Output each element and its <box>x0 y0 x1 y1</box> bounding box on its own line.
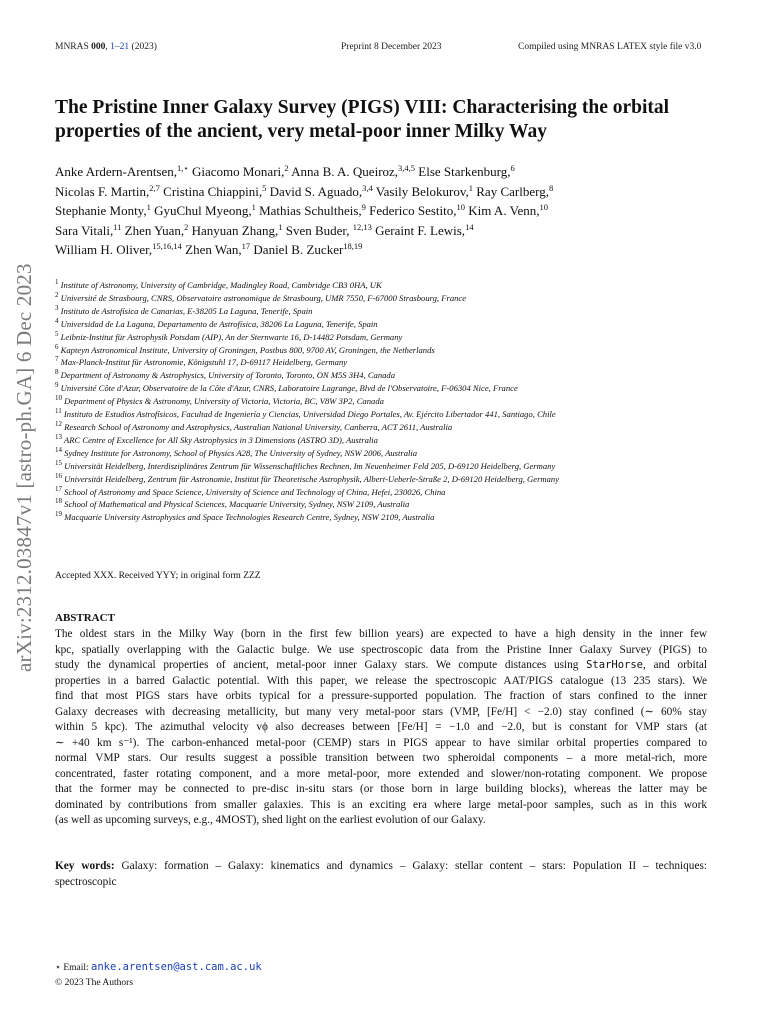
affiliation-number: 12 <box>55 419 62 428</box>
author-affiliation-marker: 15,16,14 <box>152 241 182 251</box>
footnote-marker: ⋆ <box>55 963 61 973</box>
abstract-line <box>55 736 707 752</box>
affiliation-number: 11 <box>55 407 62 416</box>
author-name: Anke Ardern-Arentsen, <box>55 164 178 179</box>
keywords-text-cont: spectroscopic <box>55 875 117 888</box>
author-name: Sara Vitali, <box>55 222 114 238</box>
affiliation-text: Instituto de Estudios Astrofísicos, Facultad de Ingeniería y Ciencias, Universidad Diego Portales, Av. Ejército Libertador 441, Santiago, Chile <box>63 409 556 420</box>
author-affiliation-marker: 2,7 <box>149 182 160 193</box>
abstract-text: within 5 kpc). The azimuthal velocity vϕ also decreases between [Fe/H] = −1.0 and −2.0, but is constant for VMP stars (at <box>55 721 707 733</box>
author-name: Giacomo Monari, <box>188 164 285 179</box>
abstract-text: (as well as upcoming surveys, e.g., 4MOST), shed light on the earliest evolution of our Galaxy. <box>55 814 486 826</box>
author-affiliation-marker: 9 <box>361 202 366 212</box>
affiliation-number: 17 <box>55 484 62 493</box>
author-affiliation-marker: 5 <box>262 182 267 193</box>
abstract-line <box>55 751 707 767</box>
author-name: Stephanie Monty, <box>55 203 147 218</box>
abstract-text: Galaxy decreases with decreasing metallicity, but many very metal-poor stars (VMP, [Fe/H] < −2.0) stay confined (∼ 60% stay <box>55 705 707 718</box>
affiliation-text: Université de Strasbourg, CNRS, Observatoire astronomique de Strasbourg, UMR 7550, F-67000 Strasbourg, France <box>60 292 467 303</box>
affiliation-text: Université Côte d'Azur, Observatoire de la Côte d'Azur, CNRS, Laboratoire Lagrange, Blvd de l'Observatoire, F-06304 Nice, France <box>60 383 518 394</box>
author-name: Vasily Belokurov, <box>372 183 469 199</box>
paper-title <box>55 96 725 144</box>
affiliation-item <box>55 498 755 511</box>
abstract-text: concentrated, faster rotating component, and a more metal-poor, more extended and slower/non-rotating component. We propose <box>55 767 707 780</box>
author-affiliation-marker: 2 <box>184 221 189 232</box>
affiliation-number: 3 <box>55 303 59 312</box>
affiliation-item <box>55 473 755 486</box>
affiliation-item <box>55 511 755 524</box>
author-line <box>55 221 755 241</box>
author-affiliation-marker: 17 <box>241 241 251 251</box>
author-line <box>55 201 755 221</box>
abstract-text: ∼ +40 km s⁻¹). The carbon-enhanced metal-poor (CEMP) stars in PIGS appear to have similar orbital properties compared to <box>55 736 707 749</box>
affiliation-text: Department of Physics & Astronomy, University of Victoria, Victoria, BC, V8W 3P2, Canada <box>64 396 384 407</box>
author-name: Hanyuan Zhang, <box>188 222 279 238</box>
affiliation-number: 6 <box>55 342 59 351</box>
abstract-text: dominated by contributions from smaller galaxies. This is an exciting era where large metal-poor samples, such as in this work <box>55 798 707 811</box>
affiliation-number: 9 <box>55 381 59 390</box>
email-label: Email: <box>60 963 92 973</box>
affiliation-text: School of Astronomy and Space Science, University of Science and Technology of China, Hefei, 230026, China <box>64 486 446 497</box>
affiliation-item <box>55 382 755 395</box>
author-name: Kim A. Venn, <box>465 203 540 218</box>
author-name: Geraint F. Lewis, <box>371 222 466 238</box>
author-affiliation-marker: 1 <box>468 182 474 193</box>
affiliation-item <box>55 395 755 408</box>
author-list <box>55 162 755 260</box>
affiliation-number: 16 <box>55 471 62 480</box>
author-name: GyuChul Myeong, <box>150 203 252 218</box>
abstract-text: find that most PIGS stars have orbits typical for a pressure-supported population. The fraction of stars confined to the inner <box>55 690 707 702</box>
abstract-text: properties in a barred Galactic potential. With this paper, we release the spectroscopic AAT/PIGS catalogue (13 235 stars). We <box>55 674 707 687</box>
affiliation-text: Universität Heidelberg, Interdisziplinäres Zentrum für Wissenschaftliches Rechnen, Im Neuenheimer Feld 205, D-69120 Heidelberg, Germany <box>64 460 556 471</box>
abstract-line <box>55 798 707 814</box>
author-name: Mathias Schultheis, <box>255 203 362 218</box>
author-affiliation-marker: 12,13 <box>352 221 372 232</box>
author-affiliation-marker: 6 <box>510 163 515 173</box>
affiliation-text: Sydney Institute for Astronomy, School of Physics A28, The University of Sydney, NSW 2006, Australia <box>64 447 418 458</box>
affiliation-text: Max-Planck-Institut für Astronomie, Königstuhl 17, D-69117 Heidelberg, Germany <box>60 357 348 368</box>
keywords-label: Key words: <box>55 860 115 872</box>
abstract-text: normal VMP stars. Our results suggest a possible transition between two spheroidal components – a more metal-rich, more <box>55 752 707 764</box>
affiliation-number: 8 <box>55 368 59 377</box>
abstract-body <box>55 627 707 829</box>
abstract-line <box>55 782 707 798</box>
affiliation-item <box>55 279 755 292</box>
author-name: William H. Oliver, <box>55 242 153 257</box>
title-line: properties of the ancient, very metal-poor inner Milky Way <box>55 121 547 142</box>
page-range-link[interactable]: 1–21 <box>110 42 130 52</box>
abstract-line <box>55 674 707 690</box>
author-name: Cristina Chiappini, <box>159 183 263 199</box>
title-line: The Pristine Inner Galaxy Survey (PIGS) VIII: Characterising the orbital <box>55 97 670 118</box>
affiliation-number: 5 <box>55 329 59 338</box>
affiliation-number: 7 <box>55 355 59 364</box>
author-affiliation-marker: 8 <box>548 182 554 193</box>
author-affiliation-marker: 18,19 <box>343 241 363 251</box>
affiliation-text: ARC Centre of Excellence for All Sky Astrophysics in 3 Dimensions (ASTRO 3D), Australia <box>64 434 378 445</box>
compiled-note: Compiled using MNRAS LATEX style file v3.0 <box>518 42 702 52</box>
affiliation-number: 19 <box>55 510 62 519</box>
journal-volume: 000 <box>91 42 106 52</box>
author-name: Nicolas F. Martin, <box>55 183 150 199</box>
abstract-line <box>55 627 707 643</box>
abstract-line <box>55 658 707 674</box>
affiliation-item <box>55 447 755 460</box>
abstract-line <box>55 813 707 829</box>
affiliation-text: School of Mathematical and Physical Sciences, Macquarie University, Sydney, NSW 2109, Australia <box>64 499 410 510</box>
author-name: Ray Carlberg, <box>473 183 549 199</box>
affiliation-number: 14 <box>55 445 62 454</box>
footnote-email <box>55 961 262 973</box>
arxiv-identifier: arXiv:2312.03847v1 [astro-ph.GA] 6 Dec 2023 <box>12 263 36 672</box>
preprint-date: Preprint 8 December 2023 <box>341 42 442 52</box>
author-affiliation-marker: 10 <box>456 202 466 212</box>
affiliation-text: Institute of Astronomy, University of Cambridge, Madingley Road, Cambridge CB3 0HA, UK <box>60 280 382 290</box>
abstract-text: that the former may be connected to pre-disc in-situ stars (or those born in large building blocks), whereas the latter may be <box>55 783 707 795</box>
author-name: Daniel B. Zucker <box>250 242 344 257</box>
author-name: Else Starkenburg, <box>415 164 511 179</box>
affiliation-number: 2 <box>55 290 59 299</box>
email-link[interactable]: anke.arentsen@ast.cam.ac.uk <box>91 961 262 973</box>
author-affiliation-marker: 2 <box>284 163 289 173</box>
affiliation-text: Macquarie University Astrophysics and Space Technologies Research Centre, Sydney, NSW 2109, Australia <box>64 512 435 523</box>
abstract-text: kpc, spatially overlapping with the Galactic bulge. We use spectroscopic data from the Pristine Inner Galaxy Survey (PIGS) to <box>55 643 707 656</box>
affiliation-text: Research School of Astronomy and Astrophysics, Australian National University, Canberra, ACT 2611, Australia <box>64 421 453 432</box>
affiliation-item <box>55 421 755 434</box>
author-line <box>55 162 755 182</box>
affiliation-text: Leibniz-Institut für Astrophysik Potsdam (AIP), An der Sternwarte 16, D-14482 Potsdam, Germany <box>60 331 403 342</box>
affiliation-item <box>55 356 755 369</box>
copyright-notice: © 2023 The Authors <box>55 978 134 988</box>
keywords <box>55 859 707 890</box>
author-affiliation-marker: 1 <box>146 202 151 212</box>
affiliation-item <box>55 318 755 331</box>
author-affiliation-marker: 3,4,5 <box>398 163 416 173</box>
affiliation-item <box>55 369 755 382</box>
author-affiliation-marker: 1 <box>251 202 256 212</box>
affiliation-text: Department of Astronomy & Astrophysics, University of Toronto, Toronto, ON M5S 3H4, Canada <box>60 370 396 381</box>
abstract-line <box>55 705 707 721</box>
affiliation-number: 4 <box>55 316 59 325</box>
abstract-text: , and orbital <box>643 659 707 671</box>
author-affiliation-marker: 1 <box>278 221 283 232</box>
abstract-heading: ABSTRACT <box>55 612 115 624</box>
author-name: Zhen Yuan, <box>121 222 185 238</box>
affiliation-item <box>55 434 755 447</box>
abstract-line <box>55 689 707 705</box>
affiliation-number: 1 <box>55 278 59 286</box>
author-name: Zhen Wan, <box>181 242 242 257</box>
affiliation-text: Kapteyn Astronomical Institute, University of Groningen, Postbus 800, 9700 AV, Groningen, the Netherlands <box>60 344 435 355</box>
abstract-line <box>55 720 707 736</box>
author-line <box>55 240 755 260</box>
affiliation-text: Universität Heidelberg, Zentrum für Astronomie, Institut für Theoretische Astrophysik, Albert-Ueberle-Straße 2, D-69120 Heidelberg, Germany <box>64 473 560 484</box>
author-affiliation-marker: 11 <box>113 221 122 232</box>
abstract-line <box>55 643 707 659</box>
author-name: Anna B. A. Queiroz, <box>288 164 399 179</box>
abstract-line <box>55 767 707 783</box>
affiliation-item <box>55 408 755 421</box>
author-affiliation-marker: 3,4 <box>362 182 373 193</box>
author-name: David S. Aguado, <box>266 183 363 199</box>
affiliation-list <box>55 279 755 524</box>
affiliation-number: 18 <box>55 497 62 506</box>
abstract-text: study the dynamical properties of ancient, metal-poor inner Galaxy stars. We compute distances using <box>55 659 587 671</box>
affiliation-item <box>55 460 755 473</box>
affiliation-item <box>55 344 755 357</box>
affiliation-text: Instituto de Astrofísica de Canarias, E-38205 La Laguna, Tenerife, Spain <box>60 305 313 316</box>
affiliation-item <box>55 331 755 344</box>
affiliation-number: 13 <box>55 432 62 441</box>
affiliation-number: 15 <box>55 458 62 467</box>
abstract-text: The oldest stars in the Milky Way (born in the first few billion years) are expected to have a high density in the inner few <box>55 628 707 640</box>
affiliation-text: Universidad de La Laguna, Departamento de Astrofísica, 38206 La Laguna, Tenerife, Spain <box>60 318 378 329</box>
accepted-received-line: Accepted XXX. Received YYY; in original form ZZZ <box>55 571 261 581</box>
software-name: StarHorse <box>586 659 644 671</box>
author-affiliation-marker: 10 <box>539 202 549 212</box>
author-name: Federico Sestito, <box>365 203 457 218</box>
affiliation-number: 10 <box>55 394 62 403</box>
affiliation-item <box>55 292 755 305</box>
author-affiliation-marker: 14 <box>465 221 474 232</box>
author-name: Sven Buder, <box>282 222 353 238</box>
author-line <box>55 182 755 202</box>
journal-year: (2023) <box>131 42 157 52</box>
journal-name: MNRAS <box>55 42 89 52</box>
running-header-journal: MNRAS 000, 1–21 (2023) <box>55 42 157 52</box>
affiliation-item <box>55 305 755 318</box>
keywords-text: Galaxy: formation – Galaxy: kinematics and dynamics – Galaxy: stellar content – stars: Population II – techniques: <box>114 860 707 872</box>
author-affiliation-marker: 1,⋆ <box>177 163 189 173</box>
affiliation-item <box>55 486 755 499</box>
